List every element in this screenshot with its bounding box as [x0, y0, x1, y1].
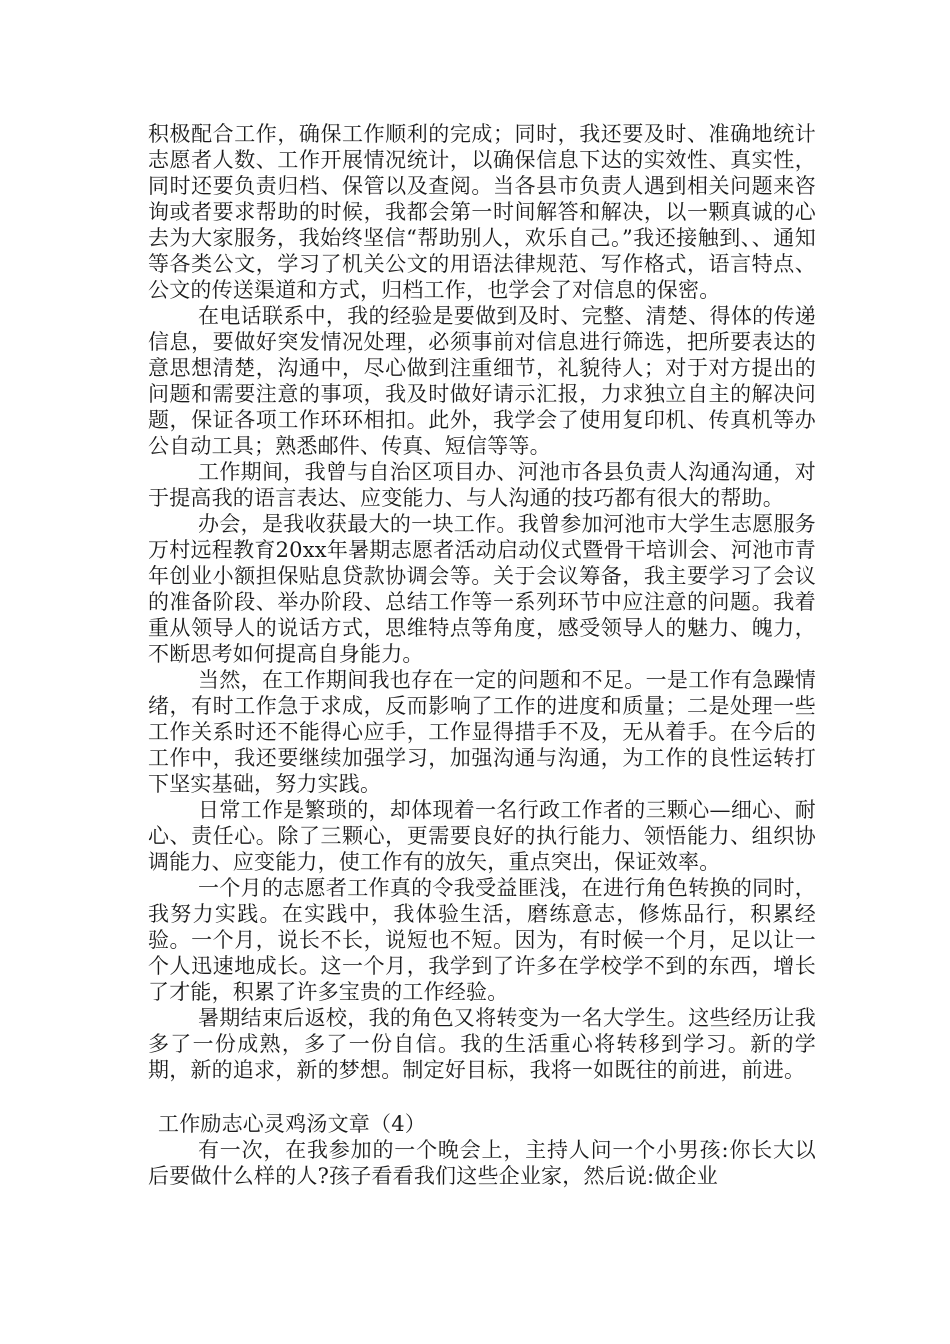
- document-body: [148, 121, 816, 1189]
- paragraph-6: 日常工作是繁琐的，却体现着一名行政工作者的三颗心—细心、耐心、责任心。除了三颗心，更需要良好的执行能力、领悟能力、组织协调能力、应变能力，使工作有的放矢，重点突出，保证效率。: [148, 798, 816, 874]
- paragraph-7: 一个月的志愿者工作真的令我受益匪浅，在进行角色转换的同时，我努力实践。在实践中，我体验生活，磨练意志，修炼品行，积累经验。一个月，说长不长，说短也不短。因为，有时候一个月，足以让一个人迅速地成长。这一个月，我学到了许多在学校学不到的东西，增长了才能，积累了许多宝贵的工作经验。: [148, 876, 816, 1004]
- paragraph-5: 当然，在工作期间我也存在一定的问题和不足。一是工作有急躁情绪，有时工作急于求成，反而影响了工作的进度和质量；二是处理一些工作关系时还不能得心应手，工作显得措手不及，无从着手。在今后的工作中，我还要继续加强学习，加强沟通与沟通，为工作的良性运转打下坚实基础，努力实践。: [148, 668, 816, 796]
- paragraph-1: 积极配合工作，确保工作顺利的完成；同时，我还要及时、准确地统计志愿者人数、工作开展情况统计，以确保信息下达的实效性、真实性，同时还要负责归档、保管以及查阅。当各县市负责人遇到相关问题来咨询或者要求帮助的时候，我都会第一时间解答和解决，以一颗真诚的心去为大家服务，我始终坚信“帮助别人，欢乐自己。”我还接触到、、通知等各类公文，学习了机关公文的用语法律规范、写作格式，语言特点、公文的传送渠道和方式，归档工作，也学会了对信息的保密。: [148, 122, 816, 302]
- section-paragraph-1: 有一次，在我参加的一个晚会上，主持人问一个小男孩:你长大以后要做什么样的人?孩子看看我们这些企业家，然后说:做企业: [148, 1138, 816, 1188]
- paragraph-4: 办会，是我收获最大的一块工作。我曾参加河池市大学生志愿服务万村远程教育20xx年暑期志愿者活动启动仪式暨骨干培训会、河池市青年创业小额担保贴息贷款协调会等。关于会议筹备，我主要学习了会议的准备阶段、举办阶段、总结工作等一系列环节中应注意的问题。我着重从领导人的说话方式，思维特点等角度，感受领导人的魅力、魄力，不断思考如何提高自身能力。: [148, 512, 816, 666]
- section-title: 工作励志心灵鸡汤文章（4）: [158, 1112, 426, 1136]
- paragraph-8: 暑期结束后返校，我的角色又将转变为一名大学生。这些经历让我多了一份成熟，多了一份自信。我的生活重心将转移到学习。新的学期，新的追求，新的梦想。制定好目标，我将一如既往的前进，前进。: [148, 1006, 816, 1082]
- paragraph-3: 工作期间，我曾与自治区项目办、河池市各县负责人沟通沟通，对于提高我的语言表达、应变能力、与人沟通的技巧都有很大的帮助。: [148, 460, 816, 510]
- paragraph-2: 在电话联系中，我的经验是要做到及时、完整、清楚、得体的传递信息，要做好突发情况处理，必须事前对信息进行筛选，把所要表达的意思想清楚，沟通中，尽心做到注重细节，礼貌待人；对于对方提出的问题和需要注意的事项，我及时做好请示汇报，力求独立自主的解决问题，保证各项工作环环相扣。此外，我学会了使用复印机、传真机等办公自动工具；熟悉邮件、传真、短信等等。: [148, 304, 816, 458]
